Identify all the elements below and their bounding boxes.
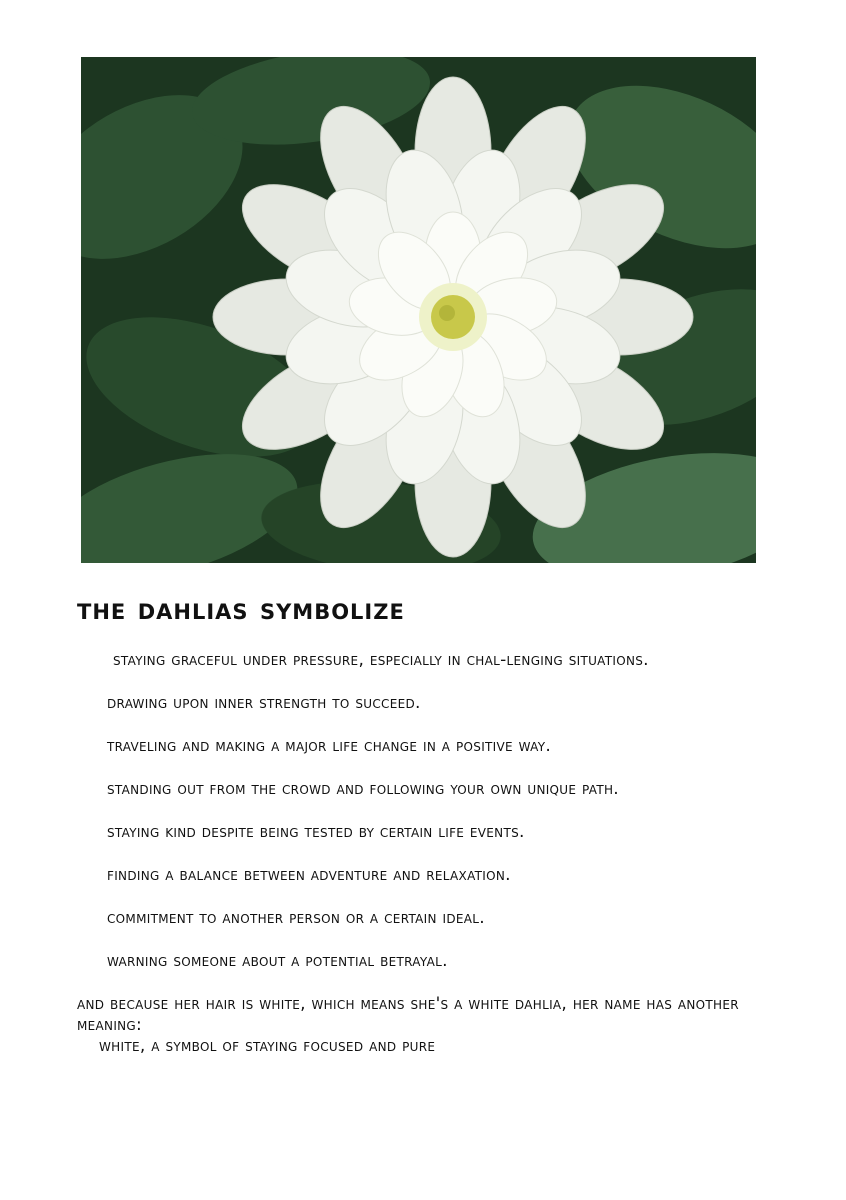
meaning-item: staying kind despite being tested by certain life events. <box>107 822 525 842</box>
closing-text: and because her hair is white, which means she's a white dahlia, her name has another meaning: <box>77 994 739 1035</box>
meaning-item: staying graceful under pressure, especially in chal-lenging situations. <box>113 650 649 670</box>
meaning-item: finding a balance between adventure and relaxation. <box>107 865 511 885</box>
meaning-item: warning someone about a potential betrayal. <box>107 951 448 971</box>
meaning-item: standing out from the crowd and following your own unique path. <box>107 779 619 799</box>
meaning-item: traveling and making a major life change in a positive way. <box>107 736 552 756</box>
meaning-item: commitment to another person or a certain ideal. <box>107 908 485 928</box>
white-dahlia-photo <box>81 57 756 563</box>
page-title: the dahlias symbolize <box>77 592 405 627</box>
closing-item: white, a symbol of staying focused and pure <box>99 1036 436 1056</box>
meaning-item: drawing upon inner strength to succeed. <box>107 693 421 713</box>
symbolism-text <box>77 650 757 1057</box>
